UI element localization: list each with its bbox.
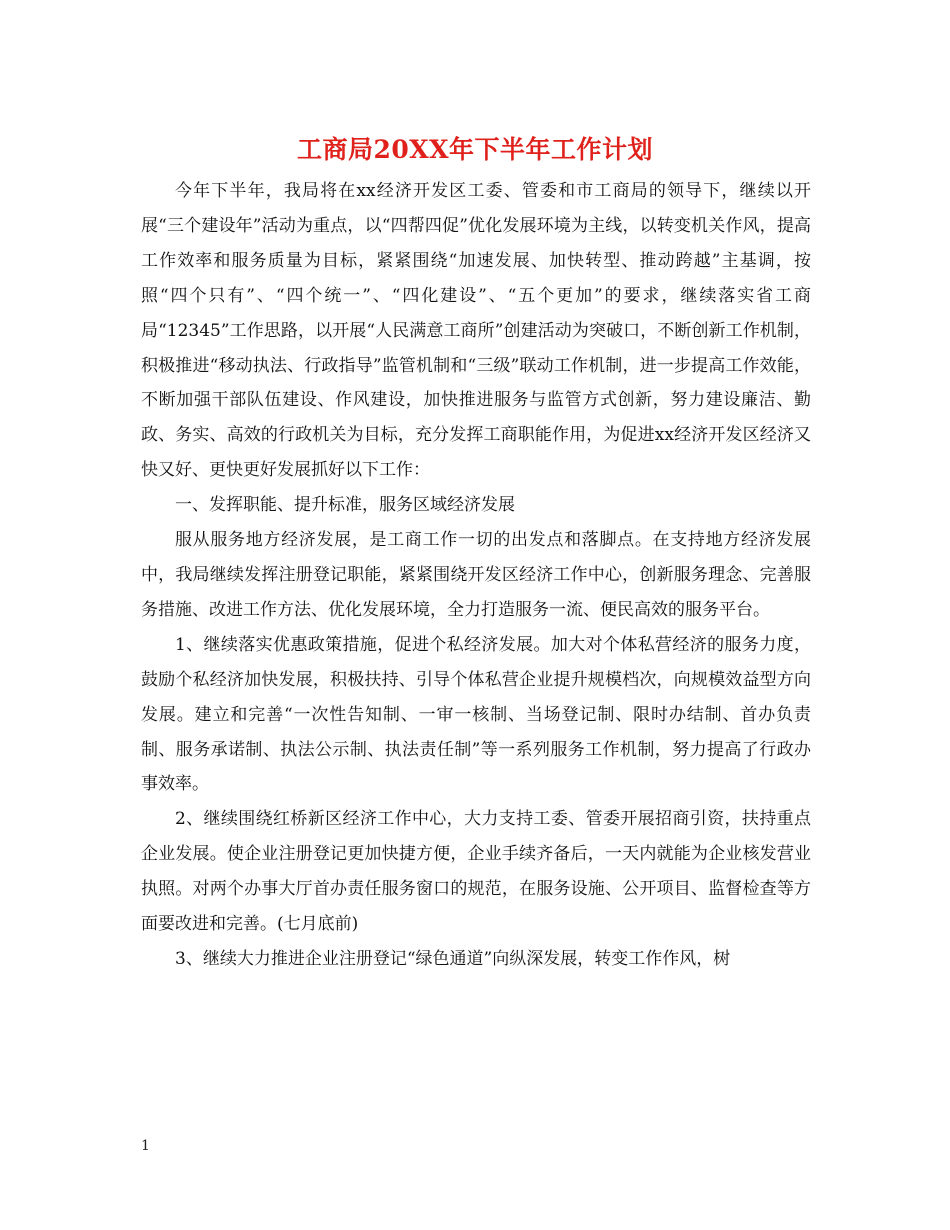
list-item: 3、继续大力推进企业注册登记“绿色通道”向纵深发展，转变工作作风，树 bbox=[175, 948, 731, 969]
page-number: 1 bbox=[141, 1138, 150, 1154]
section-heading: 一、发挥职能、提升标准，服务区域经济发展 bbox=[175, 495, 515, 516]
list-item: 1、继续落实优惠政策措施，促进个私经济发展。加大对个体私营经济的服务力度，鼓励个私经济加快发展，积极扶持、引导个体私营企业提升规模档次，向规模效益型方向发展。建立和完善“一次性告知制、一审一核制、当场登记制、限时办结制、首办负责制、服务承诺制、执法公示制、执法责任制”等一系列服务工作机制，努力提高了行政办事效率。 bbox=[141, 634, 811, 795]
list-item: 2、继续围绕红桥新区经济工作中心，大力支持工委、管委开展招商引资，扶持重点企业发展。使企业注册登记更加快捷方便，企业手续齐备后，一天内就能为企业核发营业执照。对两个办事大厅首办责任服务窗口的规范，在服务设施、公开项目、监督检查等方面要改进和完善。(七月底前) bbox=[141, 809, 811, 935]
paragraph-intro: 今年下半年，我局将在xx经济开发区工委、管委和市工商局的领导下，继续以开展“三个建设年”活动为重点，以“四帮四促”优化发展环境为主线，以转变机关作风，提高工作效率和服务质量为目标，紧紧围绕“加速发展、加快转型、推动跨越”主基调，按照“四个只有”、“四个统一”、“四化建设”、“五个更加”的要求，继续落实省工商局“12345”工作思路，以开展“人民满意工商所”创建活动为突破口，不断创新工作机制，积极推进“移动执法、行政指导”监管机制和“三级”联动工作机制，进一步提高工作效能，不断加强干部队伍建设、作风建设，加快推进服务与监管方式创新，努力建设廉洁、勤政、务实、高效的行政机关为目标，充分发挥工商职能作用，为促进xx经济开发区经济又快又好、更快更好发展抓好以下工作： bbox=[141, 181, 811, 481]
paragraph: 服从服务地方经济发展，是工商工作一切的出发点和落脚点。在支持地方经济发展中，我局继续发挥注册登记职能，紧紧围绕开发区经济工作中心，创新服务理念、完善服务措施、改进工作方法、优化发展环境，全力打造服务一流、便民高效的服务平台。 bbox=[141, 530, 811, 620]
document-title: 工商局20XX年下半年工作计划 bbox=[296, 135, 654, 164]
document-body bbox=[141, 174, 811, 977]
